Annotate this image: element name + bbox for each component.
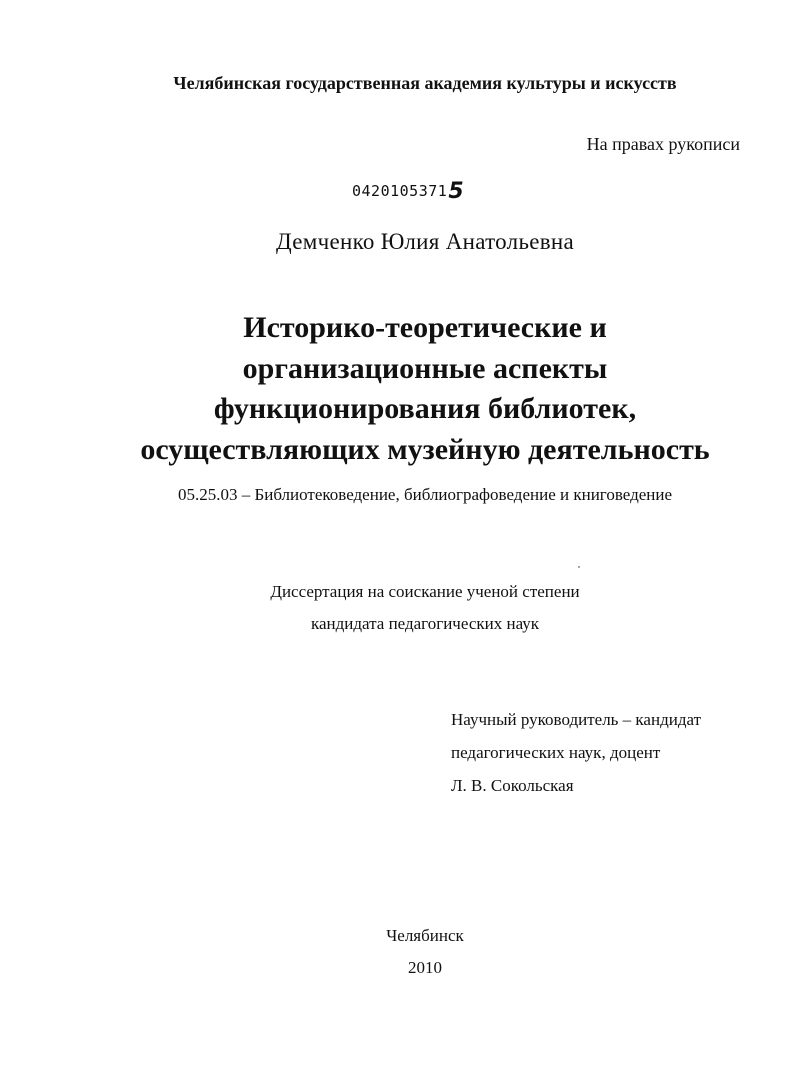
scientific-advisor [451, 703, 701, 802]
place-and-year [0, 920, 792, 984]
degree-line: Диссертация на соискание ученой степени [270, 582, 580, 601]
title-line: осуществляющих музейную деятельность [140, 432, 710, 466]
specialty-code: 05.25.03 – Библиотековедение, библиографоведение и книговедение [177, 485, 673, 504]
title-line: Историко-теоретические и [243, 311, 607, 344]
registration-number [352, 177, 464, 202]
advisor-line: Научный руководитель – кандидат [451, 710, 702, 729]
degree-statement [0, 576, 792, 640]
advisor-line: Л. В. Сокольская [451, 776, 574, 795]
city-name: Челябинск [386, 926, 464, 945]
year: 2010 [408, 958, 442, 977]
title-line: организационные аспекты [242, 351, 608, 385]
scan-speck [578, 566, 580, 568]
author-name: Демченко Юлия Анатольевна [275, 229, 575, 254]
advisor-line: педагогических наук, доцент [451, 743, 661, 762]
handwritten-digit: 5 [448, 179, 465, 204]
registration-digits: 0420105371 [352, 182, 448, 200]
manuscript-note: На правах рукописи [586, 134, 740, 154]
degree-line: кандидата педагогических наук [310, 614, 540, 633]
dissertation-title [0, 308, 792, 470]
title-line: функционирования библиотек, [213, 392, 637, 425]
institution-name: Челябинская государственная академия культуры и искусств [173, 73, 677, 93]
